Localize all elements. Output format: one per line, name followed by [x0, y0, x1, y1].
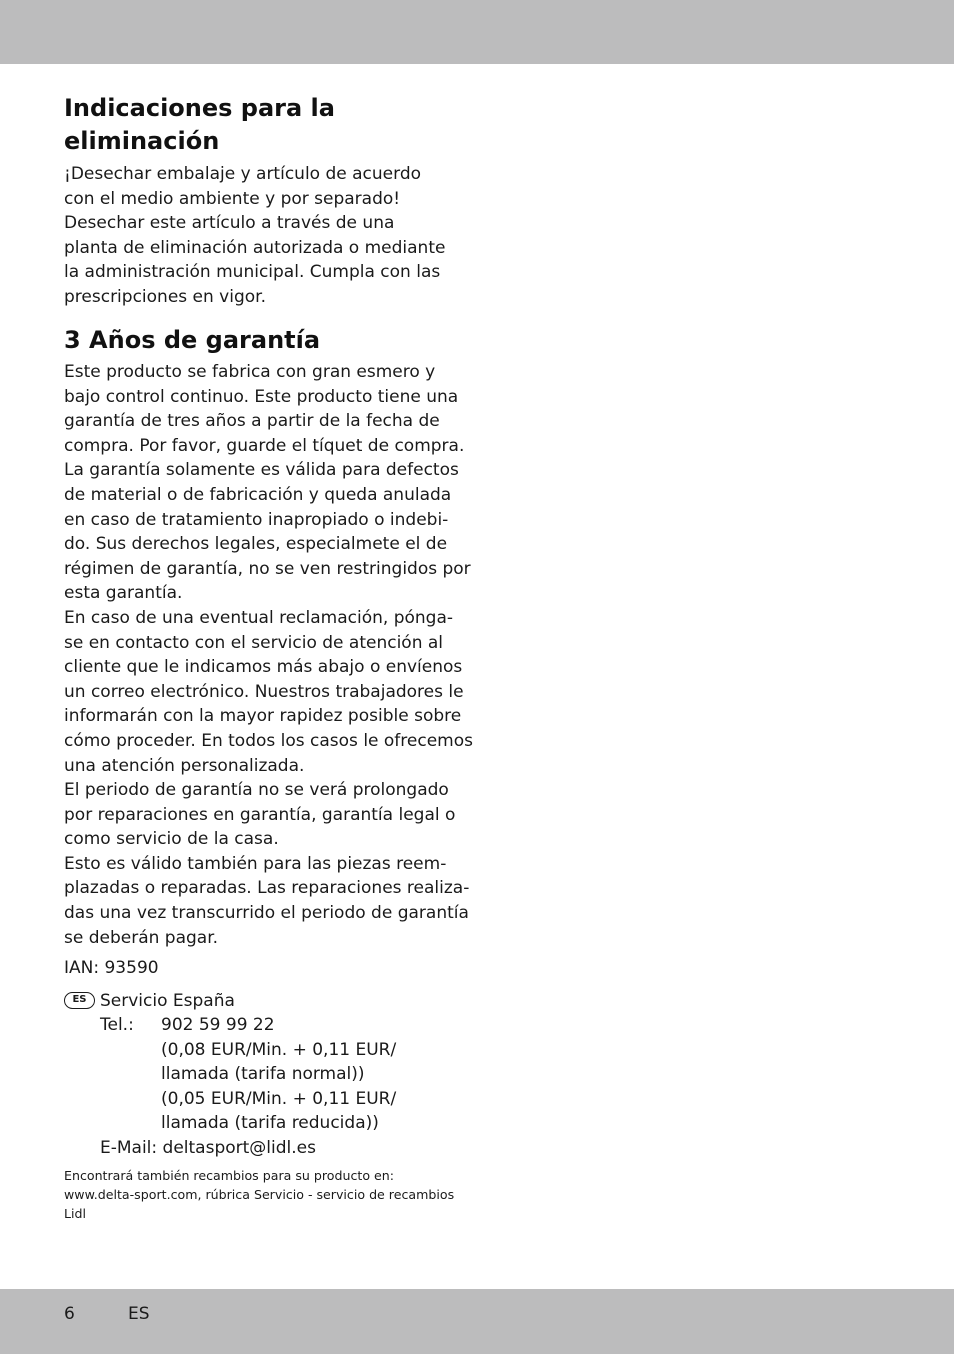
warranty-text-line: bajo control continuo. Este producto tiene una [64, 386, 459, 407]
service-email: E-Mail: deltasport@lidl.es [100, 1138, 316, 1158]
tel-number: 902 59 99 22 [161, 1015, 275, 1035]
warranty-text-line: de material o de fabricación y queda anulada [64, 484, 452, 505]
spare-parts-line: Lidl [64, 1206, 87, 1221]
disposal-text [64, 162, 454, 310]
disposal-text-line: planta de eliminación autorizada o mediante [64, 237, 446, 258]
rate-line: (0,05 EUR/Min. + 0,11 EUR/ [161, 1089, 397, 1109]
warranty-text-line: En caso de una eventual reclamación, pónga- [64, 607, 454, 628]
warranty-text-line: Esto es válido también para las piezas reem- [64, 853, 447, 874]
warranty-text-line: plazadas o reparadas. Las reparaciones realiza- [64, 878, 470, 899]
warranty-text-line: cómo proceder. En todos los casos le ofrecemos [64, 730, 473, 751]
header-band [0, 0, 954, 64]
language-code: ES [128, 1304, 150, 1324]
warranty-text-line: un correo electrónico. Nuestros trabajadores le [64, 681, 464, 702]
disposal-text-line: la administración municipal. Cumpla con las [64, 262, 441, 283]
warranty-section [64, 324, 473, 981]
warranty-text-line: do. Sus derechos legales, especialmete el de [64, 534, 448, 555]
warranty-text-line: se en contacto con el servicio de atención al [64, 632, 444, 653]
spare-parts-text [64, 1166, 454, 1223]
disposal-text-line: Desechar este artículo a través de una [64, 213, 395, 234]
spare-parts-note [64, 1166, 454, 1223]
warranty-text [64, 360, 473, 950]
warranty-text-line: se deberán pagar. [64, 927, 219, 948]
disposal-text-line: ¡Desechar embalaje y artículo de acuerdo [64, 164, 422, 184]
warranty-text-line: garantía de tres años a partir de la fecha de [64, 411, 440, 432]
warranty-text-line: El periodo de garantía no se verá prolongado [64, 780, 449, 801]
warranty-text-line: cliente que le indicamos más abajo o envíenos [64, 657, 463, 678]
warranty-text-line: en caso de tratamiento inapropiado o indebi- [64, 509, 449, 530]
rate-line: (0,08 EUR/Min. + 0,11 EUR/ [161, 1040, 397, 1060]
disposal-text-line: con el medio ambiente y por separado! [64, 188, 401, 209]
rate-line: llamada (tarifa normal)) [161, 1064, 365, 1084]
warranty-text-line: compra. Por favor, guarde el tíquet de compra. [64, 435, 465, 456]
tel-label: Tel.: [100, 1015, 134, 1035]
disposal-title-line-2: eliminación [64, 127, 220, 155]
warranty-text-line: Este producto se fabrica con gran esmero y [64, 362, 436, 382]
spare-parts-line: www.delta-sport.com, rúbrica Servicio - servicio de recambios [64, 1187, 455, 1202]
service-name: Servicio España [100, 991, 235, 1011]
disposal-section [64, 92, 454, 310]
spare-parts-line: Encontrará también recambios para su producto en: [64, 1168, 395, 1183]
warranty-text-line: una atención personalizada. [64, 755, 305, 776]
warranty-text-line: por reparaciones en garantía, garantía legal o [64, 804, 456, 825]
disposal-title [64, 92, 454, 158]
warranty-text-line: La garantía solamente es válida para defectos [64, 460, 459, 481]
page-number: 6 [64, 1304, 75, 1324]
spain-country-badge: ES [64, 992, 95, 1009]
disposal-title-line-1: Indicaciones para la [64, 94, 335, 122]
disposal-text-line: prescripciones en vigor. [64, 286, 266, 307]
ian-number: IAN: 93590 [64, 958, 159, 979]
warranty-text-line: esta garantía. [64, 583, 183, 604]
rate-line: llamada (tarifa reducida)) [161, 1113, 379, 1133]
warranty-text-line: das una vez transcurrido el periodo de garantía [64, 903, 469, 924]
warranty-text-line: como servicio de la casa. [64, 829, 279, 850]
warranty-text-line: régimen de garantía, no se ven restringidos por [64, 558, 471, 579]
warranty-title: 3 Años de garantía [64, 326, 321, 354]
warranty-text-line: informarán con la mayor rapidez posible sobre [64, 706, 462, 727]
